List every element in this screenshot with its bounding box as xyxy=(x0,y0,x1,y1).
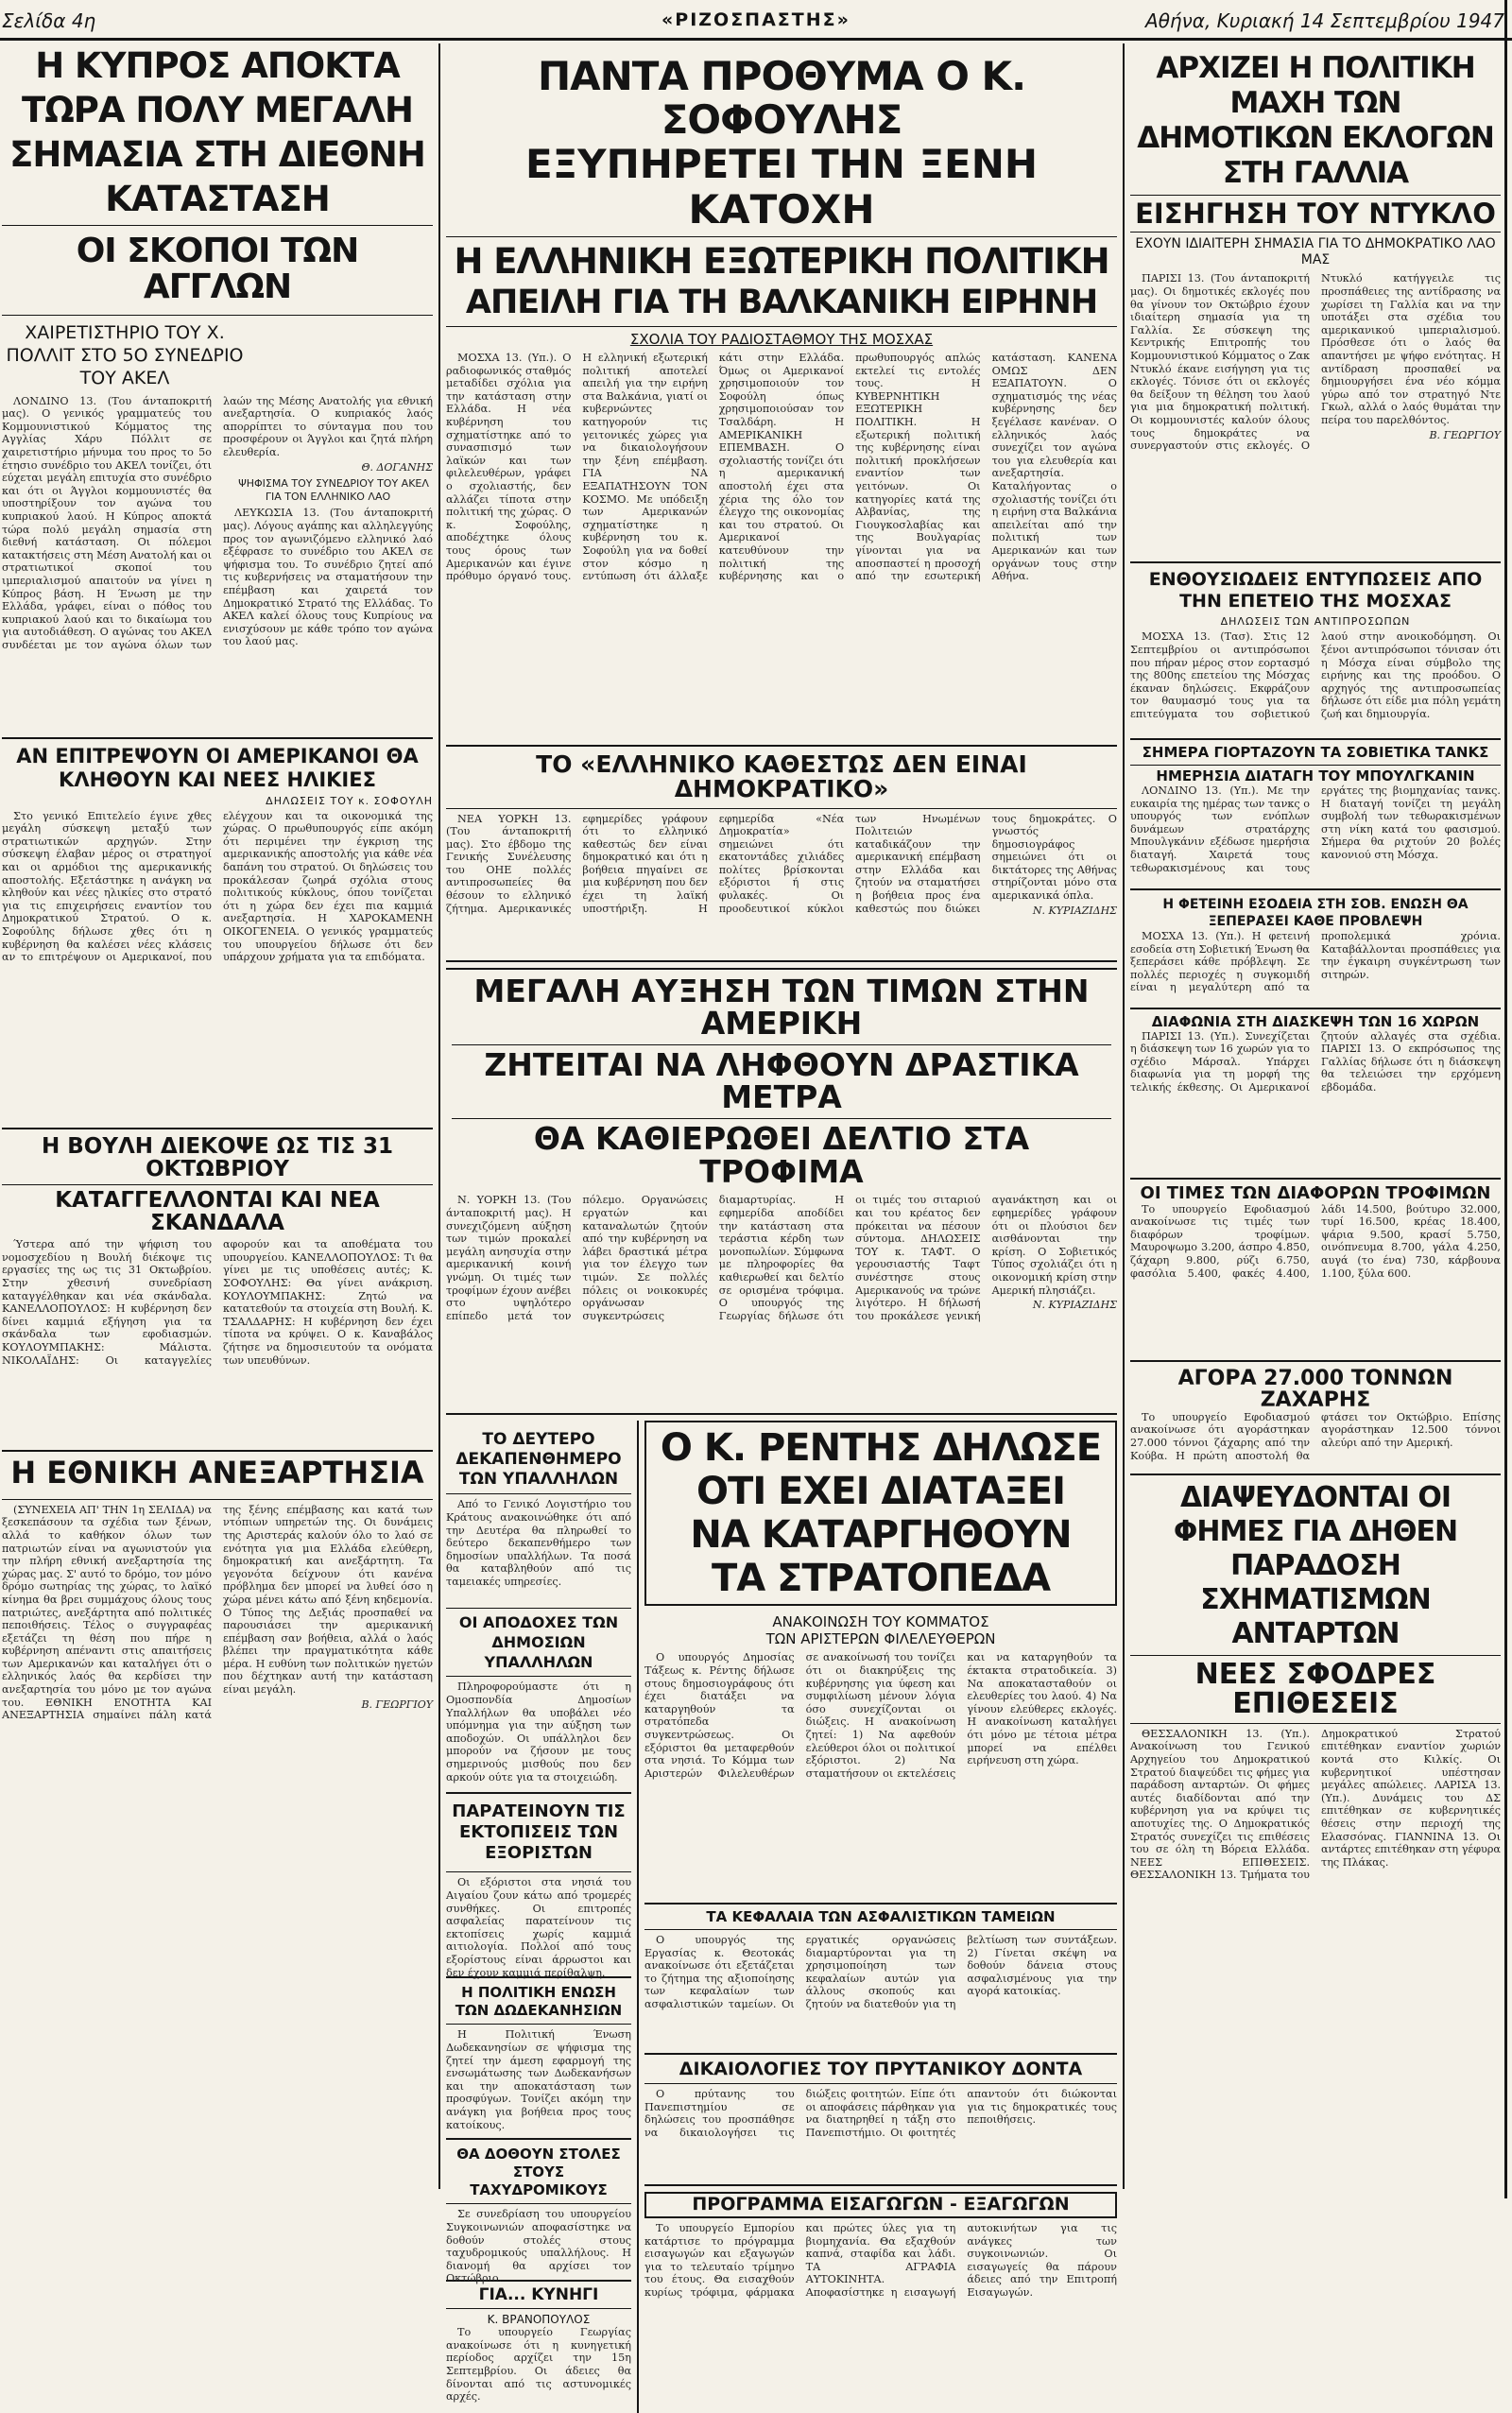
article-exiles xyxy=(446,1801,631,1979)
body-france xyxy=(1130,272,1501,556)
article-rector xyxy=(644,2060,1117,2179)
page-number: Σελίδα 4η xyxy=(2,9,96,32)
article-sofoulis xyxy=(446,55,1117,739)
text-hunt: Το υπουργείο Γεωργίας ανακοίνωσε ότι η κυνηγετική περίοδος αρχίζει την 15η Σεπτεμβρίου. Οι άδειες θα δίνονται από τις αστυνομικές αρχές. xyxy=(446,2326,631,2404)
signature-georgiou-2: Β. ΓΕΩΡΓΙΟΥ xyxy=(1429,428,1501,441)
text-cyprus: ΛΟΝΔΙΝΟ 13. (Του άνταποκριτή μας). Ο γενικός γραμματεύς του Κομμουνιστικού Κόμματος της Αγγλίας Χάρυ Πόλλιτ σε χαιρετιστήριο μήνυμα του προς το 5ο έτησιο συνέδριο του ΑΚΕΛ τονίζει, ότι εύχεται μεγάλη επιτυχία στο συνέδριο και ότι οι Άγγλοι κομμουνιστές θα υποστηρίξουν τον αγώνα του κυπριακού λαού. Η Κύπρος αποκτά τώρα πολύ μεγάλη σημασία στη διεθνή κατάσταση. Οι πόλεμοι κατακτήσεις στη Μέση Ανατολή και οι στρατιωτικοί σκοποί του ιμπεριαλισμού απαιτούν να γίνει η Κύπρος βάση. Η Ένωση με την Ελλάδα, γράφει, είναι ο πόθος του κυπριακού λαού και το δικαίωμα του για αυτοδιάθεση. Ο αγώνας του ΑΚΕΛ συνδέεται με τον αγώνα όλων των λαών της Μέσης Ανατολής για εθνική ανεξαρτησία. Ο κυπριακός λαός απορρίπτει το σύνταγμα που του προσφέρουν οι Άγγλοι και ζητά πλήρη ελευθερία. xyxy=(2,394,433,651)
headline-balkan-peace: ΑΠΕΙΛΗ ΓΙΑ ΤΗ ΒΑΛΚΑΝΙΚΗ ΕΙΡΗΝΗ xyxy=(465,284,1098,321)
headline-exiles: ΠΑΡΑΤΕΙΝΟΥΝ ΤΙΣ ΕΚΤΟΠΙΣΕΙΣ ΤΩΝ ΕΞΟΡΙΣΤΩΝ xyxy=(452,1801,626,1864)
headline-harvest: Η ΦΕΤΕΙΝΗ ΕΣΟΔΕΙΑ ΣΤΗ ΣΟΒ. ΕΝΩΣΗ ΘΑ ΞΕΠΕΡΑΣΕΙ ΚΑΘΕ ΠΡΟΒΛΕΨΗ xyxy=(1162,896,1469,929)
page-edge-rule xyxy=(1504,0,1507,2198)
headline-cyprus: Η ΚΥΠΡΟΣ ΑΠΟΚΤΑ ΤΩΡΑ ΠΟΛΥ ΜΕΓΑΛΗ ΣΗΜΑΣΙΑ ΣΤΗ ΔΙΕΘΝΗ ΚΑΤΑΣΤΑΣΗ xyxy=(9,45,425,219)
text-regime: ΝΕΑ ΥΟΡΚΗ 13. (Του άνταποκριτή μας). Στο έβδομο της Γενικής Συνέλευσης του ΟΗΕ πολλές αντιπροσωπείες θα θέσουν το ελληνικό ζήτημα. Αμερικανικές εφημερίδες γράφουν ότι το ελληνικό καθεστώς δεν είναι δημοκρατικό και ότι η βοήθεια πηγαίνει σε μια κυβέρνηση που δεν έχει τη λαϊκή υποστήριξη. Η εφημερίδα «Νέα Δημοκρατία» σημειώνει ότι εκατοντάδες χιλιάδες πολίτες βρίσκονται εξόριστοι ή στις φυλακές. Οι προοδευτικοί κύκλοι των Ηνωμένων Πολιτειών καταδικάζουν την αμερικανική επέμβαση στην Ελλάδα και ζητούν να σταματήσει η βοήθεια προς ένα καθεστώς που διώκει τους δημοκράτες. Ο γνωστός δημοσιογράφος σημειώνει ότι οι δικτάτορες της Αθήνας στηρίζονται μόνο στα αμερικανικά όπλα. xyxy=(446,812,1117,915)
subhead-pollitt: ΧΑΙΡΕΤΙΣΤΗΡΙΟ ΤΟΥ Χ. ΠΟΛΛΙΤ ΣΤΟ 5Ο ΣΥΝΕΔΡΙΟ ΤΟΥ ΑΚΕΛ xyxy=(6,321,244,388)
headline-british-aims: ΟΙ ΣΚΟΠΟΙ ΤΩΝ ΑΓΓΛΩΝ xyxy=(76,232,359,306)
article-moscow-anniversary xyxy=(1130,569,1501,733)
article-postal xyxy=(446,2146,631,2285)
text-exiles: Οι εξόριστοι στα νησιά του Αιγαίου ζουν κάτω από τρομερές συνθήκες. Οι επιτροπές ασφαλείας παρατείνουν τις εκτοπίσεις χωρίς καμμιά αιτιολογία. Πολλοί από τους εξορίστους είναι άρρωστοι και δεν έχουν καμμιά περίθαλψη. xyxy=(446,1876,631,1979)
article-insurance-funds xyxy=(644,1910,1117,2047)
text-parliament: Ύστερα από την ψήφιση του νομοσχεδίου η Βουλή διέκοψε τις εργασίες της ως τις 31 Οκτωβρίου. Στην χθεσινή συνεδρίαση καταγγέλθηκαν και νέα σκάνδαλα. ΚΑΝΕΛΛΟΠΟΥΛΟΣ: Η κυβέρνηση δεν δίνει καμμιά εξήγηση για τα σκάνδαλα των εφοδιασμών. ΚΟΥΛΟΥΜΠΑΚΗΣ: Μάλιστα. ΝΙΚΟΛΑΪΔΗΣ: Οι καταγγελίες αφορούν και τα αποθέματα του υπουργείου. ΚΑΝΕΛΛΟΠΟΥΛΟΣ: Τι θα γίνει με τις υποθέσεις αυτές; Κ. ΣΟΦΟΥΛΗΣ: Θα γίνει ανάκριση. ΚΟΥΛΟΥΜΠΑΚΗΣ: Ζητώ να κατατεθούν τα στοιχεία στη Βουλή. Κ. ΤΣΑΛΔΑΡΗΣ: Η κυβέρνηση δεν έχει τίποτα να κρύψει. Ο κ. Καναβάλος ζήτησε να δημοσιευτούν τα ονόματα των υπευθύνων. xyxy=(2,1238,433,1367)
text-conference: ΠΑΡΙΣΙ 13. (Υπ.). Συνεχίζεται η διάσκεψη των 16 χωρών για το σχέδιο Μάρσαλ. Υπάρχει διαφωνία για τη μορφή της τελικής έκθεσης. Οι Αμερικανοί ζητούν αλλαγές στα σχέδια. ΠΑΡΙΣΙ 13. Ο εκπρόσωπος της Γαλλίας δήλωσε ότι η διάσκεψη θα τελειώσει την ερχόμενη εβδομάδα. xyxy=(1130,1029,1501,1094)
headline-moscow-anniversary: ΕΝΘΟΥΣΙΩΔΕΙΣ ΕΝΤΥΠΩΣΕΙΣ ΑΠΟ ΤΗΝ ΕΠΕΤΕΙΟ ΤΗΣ ΜΟΣΧΑΣ xyxy=(1148,569,1483,612)
headline-food-prices: ΟΙ ΤΙΜΕΣ ΤΩΝ ΔΙΑΦΟΡΩΝ ΤΡΟΦΙΜΩΝ xyxy=(1140,1182,1491,1203)
headline-new-attacks: ΝΕΕΣ ΣΦΟΔΡΕΣ ΕΠΙΘΕΣΕΙΣ xyxy=(1194,1657,1436,1721)
issue-date: Αθήνα, Κυριακή 14 Σεπτεμβρίου 1947 xyxy=(1145,9,1504,32)
headline-salaries: ΟΙ ΑΠΟΔΟΧΕΣ ΤΩΝ ΔΗΜΟΣΙΩΝ ΥΠΑΛΛΗΛΩΝ xyxy=(458,1613,619,1672)
byline-delegates: ΔΗΛΩΣΕΙΣ ΤΩΝ ΑΝΤΙΠΡΟΣΩΠΩΝ xyxy=(1220,615,1411,629)
text-imports: Το υπουργείο Εμπορίου κατάρτισε το πρόγραμμα εισαγωγών και εξαγωγών για το τελευταίο τρίμηνο του έτους. Θα εισαχθούν κυρίως τρόφιμα, φάρμακα και πρώτες ύλες για τη βιομηχανία. Θα εξαχθούν καπνά, σταφίδα και λάδι. ΤΑ ΑΓΡΑΦΙΑ ΑΥΤΟΚΙΝΗΤΑ. Αποφασίστηκε η εισαγωγή αυτοκινήτων για τις ανάγκες των συγκοινωνιών. Οι εισαγωγείς θα πάρουν άδειες από την Επιτροπή Εισαγωγών. xyxy=(644,2221,1117,2299)
article-rendis xyxy=(644,1421,1117,1897)
article-rumors xyxy=(1130,1481,1501,2011)
left-column xyxy=(2,43,433,2194)
text-postal: Σε συνεδρίαση του υπουργείου Συγκοινωνιών αποφασίστηκε να δοθούν στολές στους ταχυδρομικούς υπαλλήλους. Η διανομή θα αρχίσει τον Οκτώβριο. xyxy=(446,2208,631,2285)
signature-georgiou: Β. ΓΕΩΡΓΙΟΥ xyxy=(361,1698,433,1711)
headline-scandals: ΚΑΤΑΓΓΕΛΛΟΝΤΑΙ ΚΑΙ ΝΕΑ ΣΚΑΝΔΑΛΑ xyxy=(55,1187,380,1236)
right-column xyxy=(1130,43,1501,2194)
article-conference xyxy=(1130,1012,1501,1172)
body-new-ages xyxy=(2,810,433,1122)
headline-officials: ΤΟ ΔΕΥΤΕΡΟ ΔΕΚΑΠΕΝΘΗΜΕΡΟ ΤΩΝ ΥΠΑΛΛΗΛΩΝ xyxy=(455,1430,622,1490)
text-harvest: ΜΟΣΧΑ 13. (Υπ.). Η φετεινή εσοδεία στη Σοβιετική Ένωση θα ξεπεράσει κάθε πρόβλεψη. Σε πολλές περιοχές η συγκομιδή είναι η μεγαλύτερη από τα προπολεμικά χρόνια. Καταβάλλονται προσπάθειες για την έγκαιρη συγκέντρωση των σιτηρών. xyxy=(1130,929,1501,994)
body-regime xyxy=(446,813,1117,955)
headline-france: ΑΡΧΙΖΕΙ Η ΠΟΛΙΤΙΚΗ ΜΑΧΗ ΤΩΝ ΔΗΜΟΤΙΚΩΝ ΕΚΛΟΓΩΝ ΣΤΗ ΓΑΛΛΙΑ xyxy=(1137,51,1494,190)
article-sugar xyxy=(1130,1368,1501,1468)
headline-parliament: Η ΒΟΥΛΗ ΔΙΕΚΟΨΕ ΩΣ ΤΙΣ 31 ΟΚΤΩΒΡΙΟΥ xyxy=(42,1133,393,1181)
text-insurance-funds: Ο υπουργός της Εργασίας κ. Θεοτοκάς ανακοίνωσε ότι εξετάζεται το ζήτημα της αξιοποίησης των κεφαλαίων των ασφαλιστικών ταμείων. Οι εργατικές οργανώσεις διαμαρτύρονται για τη χρησιμοποίηση των κεφαλαίων αυτών για άλλους σκοπούς και ζητούν να διατεθούν για τη βελτίωση των συντάξεων. 2) Γίνεται σκέψη να δοθούν δάνεια στους ασφαλισμένους για την αγορά κατοικίας. xyxy=(644,1934,1117,2011)
article-national-independence xyxy=(2,1457,433,2052)
headline-sofoulis: ΠΑΝΤΑ ΠΡΟΘΥΜΑ Ο Κ. ΣΟΦΟΥΛΗΣ xyxy=(537,53,1026,143)
signature-kyriazidis-2: Ν. ΚΥΡΙΑΖΙΔΗΣ xyxy=(1032,1299,1117,1312)
headline-prices: ΜΕΓΑΛΗ ΑΥΞΗΣΗ ΤΩΝ ΤΙΜΩΝ ΣΤΗΝ ΑΜΕΡΙΚΗ xyxy=(473,972,1090,1043)
headline-rendis: Ο Κ. ΡΕΝΤΗΣ ΔΗΛΩΣΕ xyxy=(660,1426,1102,1471)
center-sub-left xyxy=(446,1421,631,2413)
text-new-ages: Στο γενικό Επιτελείο έγινε χθες μεγάλη σύσκεψη μεταξύ των στρατιωτικών αρχηγών. Στην σύσκεψη έλαβαν μέρος οι στρατηγοί και οι αρμόδιοι της αμερικανικής αποστολής. Εξετάστηκε η ανάγκη να κληθούν και νέες ηλικίες στο στρατό για τις επιχειρήσεις εναντίον του Δημοκρατικού Στρατού. Ο κ. Σοφούλης δήλωσε χθες ότι η κυβέρνηση θα καλέσει νέες κλάσεις αν το επιτρέψουν οι Αμερικανοί, που ελέγχουν και τα οικονομικά της χώρας. Ο πρωθυπουργός είπε ακόμη ότι περιμένει την έγκριση της αμερικανικής αποστολής για κάθε νέα δαπάνη του στρατού. Οι δηλώσεις του προκάλεσαν ζωηρά σχόλια στους πολιτικούς κύκλους, όπου τονίζεται ότι η χώρα δεν έχει πια καμμιά ανεξαρτησία. Η ΧΑΡΟΚΑΜΕΝΗ ΟΙΚΟΓΕΝΕΙΑ. Ο γενικός γραμματεύς του υπουργείου δήλωσε ότι δεν υπάρχουν χρήματα για τα επιδόματα. xyxy=(2,809,433,964)
text-resolution: ΛΕΥΚΩΣΙΑ 13. (Του άνταποκριτή μας). Λόγους αγάπης και αλληλεγγύης προς τον αγωνιζόμενο ελληνικό λαό εξέφρασε το συνέδριο του ΑΚΕΛ σε ψήφισμα του. Το συνέδριο ζητεί από τις κυβερνήσεις να σταματήσουν την επέμβαση και χαιρετά τον Δημοκρατικό Στρατό της Ελλάδας. Το ΑΚΕΛ καλεί όλους τους Κυπρίους να ενισχύσουν με κάθε τρόπο τον αγώνα του λαού μας. xyxy=(223,507,433,648)
byline-sofoulis: ΔΗΛΩΣΕΙΣ ΤΟΥ κ. ΣΟΦΟΥΛΗ xyxy=(266,794,433,807)
headline-dodecanese: Η ΠΟΛΙΤΙΚΗ ΕΝΩΣΗ ΤΩΝ ΔΩΔΕΚΑΝΗΣΙΩΝ xyxy=(455,1984,623,2020)
headline-hunt: ΓΙΑ... ΚΥΝΗΓΙ xyxy=(478,2285,599,2305)
subhead-resolution: ΨΗΦΙΣΜΑ ΤΟΥ ΣΥΝΕΔΡΙΟΥ ΤΟΥ ΑΚΕΛ ΓΙΑ ΤΟΝ ΕΛΛΗΝΙΚΟ ΛΑΟ xyxy=(238,477,429,503)
headline-sugar: ΑΓΟΡΑ 27.000 ΤΟΝΝΩΝ ΖΑΧΑΡΗΣ xyxy=(1177,1366,1453,1412)
signature-kyriazidis-1: Ν. ΚΥΡΙΑΖΙΔΗΣ xyxy=(1032,904,1117,917)
article-imports xyxy=(644,2192,1117,2364)
headline-rumors: ΔΙΑΨΕΥΔΟΝΤΑΙ ΟΙ ΦΗΜΕΣ ΓΙΑ ΔΗΘΕΝ ΠΑΡΑΔΟΣΗ ΣΧΗΜΑΤΙΣΜΩΝ ΑΝΤΑΡΤΩΝ xyxy=(1173,1480,1458,1650)
headline-national-independence: Η ΕΘΝΙΚΗ ΑΝΕΞΑΡΤΗΣΙΑ xyxy=(10,1455,424,1491)
article-dodecanese xyxy=(446,1984,631,2132)
text-officials: Από το Γενικό Λογιστήριο του Κράτους ανακοινώθηκε ότι από την Δευτέρα θα πληρωθεί το δεύτερο δεκαπενθήμερο των δημοσίων υπαλλήλων. Τα ποσά θα καταβληθούν από τις ταμειακές υπηρεσίες. xyxy=(446,1498,631,1588)
body-parliament xyxy=(2,1238,433,1444)
text-rendis: Ο υπουργός Δημοσίας Τάξεως κ. Ρέντης δήλωσε στους δημοσιογράφους ότι έχει διατάξει να καταργηθούν τα στρατόπεδα συγκεντρώσεως. Οι εξόριστοι θα μεταφερθούν στα νησιά. Το Κόμμα των Αριστερών Φιλελευθέρων σε ανακοίνωσή του τονίζει ότι οι διακηρύξεις της κυβέρνησης για ύφεση και συμφιλίωση μένουν λόγια όσο συνεχίζονται οι διώξεις. Η ανακοίνωση ζητεί: 1) Να αφεθούν ελεύθεροι όλοι οι πολιτικοί εξόριστοι. 2) Να σταματήσουν οι εκτελέσεις και να καταργηθούν τα έκτακτα στρατοδικεία. 3) Να αποκατασταθούν οι ελευθερίες του λαού. 4) Να γίνουν ελεύθερες εκλογές. Η ανακοίνωση καταλήγει ότι μόνο με τέτοια μέτρα μπορεί να επέλθει ειρήνευση στη χώρα. xyxy=(644,1651,1117,1780)
article-food-prices xyxy=(1130,1182,1501,1354)
headline-duclos: ΕΙΣΗΓΗΣΗ ΤΟΥ ΝΤΥΚΛΟ xyxy=(1135,198,1496,230)
text-food-prices: Το υπουργείο Εφοδιασμού ανακοίνωσε τις τιμές των διαφόρων τροφίμων. Μαυροψωμο 3.200, άσπρο 4.850, ζάχαρη 9.800, ρύζι 6.750, φασόλια 5.400, φακές 4.400, λάδι 14.500, βούτυρο 32.000, τυρί 16.500, κρέας 18.400, ψάρια 9.500, κρασί 5.750, οινόπνευμα 8.700, γάλα 4.250, αυγά (το ένα) 730, κάρβουνα 1.100, ξύλα 600. xyxy=(1130,1202,1501,1280)
headline-tanks: ΣΗΜΕΡΑ ΓΙΟΡΤΑΖΟΥΝ ΤΑ ΣΟΒΙΕΤΙΚΑ ΤΑΝΚΣ xyxy=(1142,744,1489,762)
headline-ordered: ΟΤΙ ΕΧΕΙ ΔΙΑΤΑΞΕΙ xyxy=(696,1470,1065,1514)
headline-rector: ΔΙΚΑΙΟΛΟΓΙΕΣ ΤΟΥ ΠΡΥΤΑΝΙΚΟΥ ΔΟΝΤΑ xyxy=(679,2059,1083,2080)
headline-new-ages: ΑΝ ΕΠΙΤΡΕΨΟΥΝ ΟΙ ΑΜΕΡΙΚΑΝΟΙ ΘΑ ΚΛΗΘΟΥΝ ΚΑΙ ΝΕΕΣ ΗΛΙΚΙΕΣ xyxy=(16,744,419,791)
text-sugar: Το υπουργείο Εφοδιασμού ανακοίνωσε ότι αγοράστηκαν 27.000 τόννοι ζάχαρης από την Κούβα. Η πρώτη αποστολή θα φτάσει τον Οκτώβριο. Επίσης αγοράστηκαν 12.500 τόννοι αλεύρι από την Αμερική. xyxy=(1130,1410,1501,1462)
signature-doganis: Θ. ΔΟΓΑΝΗΣ xyxy=(361,460,433,474)
article-harvest xyxy=(1130,896,1501,1002)
masthead-rule xyxy=(0,38,1512,41)
article-france xyxy=(1130,51,1501,556)
headline-bulganin: ΗΜΕΡΗΣΙΑ ΔΙΑΤΑΓΗ ΤΟΥ ΜΠΟΥΛΓΚΑΝΙΝ xyxy=(1156,767,1475,785)
text-prices: Ν. ΥΟΡΚΗ 13. (Του άνταποκριτή μας). Η συνεχιζόμενη αύξηση των τιμών προκαλεί μεγάλη ανησυχία στην αμερικανική κοινή γνώμη. Οι τιμές των τροφίμων έχουν ανέβει στο υψηλότερο επίπεδο μετά τον πόλεμο. Οργανώσεις εργατών και καταναλωτών ζητούν από την κυβέρνηση να λάβει δραστικά μέτρα για τον έλεγχο των τιμών. Σε πολλές πόλεις οι νοικοκυρές οργάνωσαν συγκεντρώσεις διαμαρτυρίας. Η εφημερίδα αποδίδει την κατάσταση στα τεράστια κέρδη των μονοπωλίων. Σύμφωνα με πληροφορίες θα καθιερωθεί και δελτίο σε ορισμένα τρόφιμα. Ο υπουργός της Γεωργίας δήλωσε ότι οι τιμές του σιταριού και του κρέατος δεν πρόκειται να πέσουν σύντομα. ΔΗΛΩΣΕΙΣ ΤΟΥ κ. ΤΑΦΤ. Ο γερουσιαστής Ταφτ συνέστησε στους Αμερικανούς να τρώνε λιγότερο. Η δήλωσή του προκάλεσε γενική αγανάκτηση και οι εφημερίδες γράφουν ότι οι πλούσιοι δεν αισθάνονται την κρίση. Ο Σοβιετικός Τύπος σχολιάζει ότι η οικονομική κρίση στην Αμερική πλησιάζει. xyxy=(446,1194,1117,1322)
article-tanks xyxy=(1130,746,1501,883)
text-moscow-anniversary: ΜΟΣΧΑ 13. (Τασ). Στις 12 Σεπτεμβρίου οι αντιπρόσωποι που πήραν μέρος στον εορτασμό της 800ης επετείου της Μόσχας έκαναν δηλώσεις. Εκφράζουν τον θαυμασμό τους για τα επιτεύγματα του σοβιετικού λαού στην ανοικοδόμηση. Οι ξένοι αντιπρόσωποι τόνισαν ότι η Μόσχα είναι σύμβολο της ειρήνης και της προόδου. Ο αρχηγός της αντιπροσωπείας δήλωσε ότι είδε μια πόλη γεμάτη ζωή και δημιουργία. xyxy=(1130,630,1501,720)
center-sub-right xyxy=(644,1421,1117,2413)
headline-regime: ΤΟ «ΕΛΛΗΝΙΚΟ ΚΑΘΕΣΤΩΣ ΔΕΝ ΕΙΝΑΙ ΔΗΜΟΚΡΑΤΙΚΟ» xyxy=(536,750,1027,803)
headline-imports: ΠΡΟΓΡΑΜΜΑ ΕΙΣΑΓΩΓΩΝ - ΕΞΑΓΩΓΩΝ xyxy=(692,2194,1070,2215)
center-column xyxy=(446,43,1117,2404)
body-sofoulis xyxy=(446,352,1117,739)
article-new-ages xyxy=(2,745,433,1122)
text-dodecanese: Η Πολιτική Ένωση Δωδεκανησίων σε ψήφισμα της ζητεί την άμεση εφαρμογή της ενσωμάτωσης των Δωδεκανήσων και την αποκατάσταση των προσφύγων. Τονίζει ακόμη την ανάγκη για βοήθεια προς τους κατοίκους. xyxy=(446,2028,631,2131)
text-salaries: Πληροφορούμαστε ότι η Ομοσπονδία Δημοσίων Υπαλλήλων θα υποβάλει νέο υπόμνημα για την αύξηση των αποδοχών. Οι υπάλληλοι δεν μπορούν να ζήσουν με τους σημερινούς μισθούς που δεν αρκούν ούτε για τα στοιχειώδη. xyxy=(446,1680,631,1784)
article-prices xyxy=(446,968,1117,1408)
article-regime xyxy=(446,752,1117,955)
subhead-moscow-radio: ΣΧΟΛΙΑ ΤΟΥ ΡΑΔΙΟΣΤΑΘΜΟΥ ΤΗΣ ΜΟΣΧΑΣ xyxy=(629,331,934,348)
masthead xyxy=(0,0,1512,42)
headline-insurance-funds: ΤΑ ΚΕΦΑΛΑΙΑ ΤΩΝ ΑΣΦΑΛΙΣΤΙΚΩΝ ΤΑΜΕΙΩΝ xyxy=(706,1908,1056,1926)
headline-foreign-policy: Η ΕΛΛΗΝΙΚΗ ΕΞΩΤΕΡΙΚΗ ΠΟΛΙΤΙΚΗ xyxy=(454,241,1109,282)
article-parliament xyxy=(2,1135,433,1445)
headline-camps: ΤΑ ΣΤΡΑΤΟΠΕΔΑ xyxy=(711,1557,1051,1601)
headline-postal: ΘΑ ΔΟΘΟΥΝ ΣΤΟΛΕΣ ΣΤΟΥΣ ΤΑΧΥΔΡΟΜΙΚΟΥΣ xyxy=(456,2146,621,2199)
paper-name: «ΡΙΖΟΣΠΑΣΤΗΣ» xyxy=(662,9,850,30)
article-officials xyxy=(446,1430,631,1786)
text-national-independence: (ΣΥΝΕΧΕΙΑ ΑΠ' ΤΗΝ 1η ΣΕΛΙΔΑ) να ξεσκεπάσουν τα σχέδια των ξένων, αλλά το καθήκον όλων των πατριωτών είναι να αγωνιστούν για την πλήρη εθνική ανεξαρτησία της χώρας μας. Σ' αυτό το δρόμο, τον μόνο δρόμο σωτηρίας της χώρας, το λαϊκό κίνημα θα βρει συμμάχους όλους τους πατριώτες, ανεξάρτητα από πολιτικές πεποιθήσεις. Τέλος ο συγγραφέας εξετάζει τη θέση που πήρε η κυβέρνηση απέναντι στις απαιτήσεις των Αμερικανών και καταλήγει ότι ο ελληνικός λαός θα κερδίσει την ανεξαρτησία του μόνο με τον αγώνα του. ΕΘΝΙΚΗ ΕΝΟΤΗΤΑ ΚΑΙ ΑΝΕΞΑΡΤΗΣΙΑ σημαίνει πάλη κατά της ξένης επέμβασης και κατά των ντόπιων υπηρετών της. Οι δυνάμεις της Αριστεράς καλούν όλο το λαό σε ενότητα για μια Ελλάδα ελεύθερη, δημοκρατική και ανεξάρτητη. Τα γεγονότα δείχνουν ότι κανένα πρόβλημα δεν μπορεί να λυθεί όσο η χώρα μένει κάτω από ξένη κηδεμονία. Ο Τύπος της Δεξιάς προσπαθεί να παρουσιάσει την αμερικανική επέμβαση σαν βοήθεια, αλλά ο λαός βλέπει την πραγματικότητα κάθε μέρα. Η ευθύνη των πολιτικών ηγετών που δέχτηκαν αυτή την κατάσταση είναι μεγάλη. xyxy=(2,1503,433,1722)
text-rumors: ΘΕΣΣΑΛΟΝΙΚΗ 13. (Υπ.). Ανακοίνωση του Γενικού Αρχηγείου του Δημοκρατικού Στρατού διαψεύδει τις φήμες για παράδοση ανταρτών. Οι φήμες αυτές διαδίδονται από την κυβέρνηση για να κρύψει τις αποτυχίες της. Ο Δημοκρατικός Στρατός συνεχίζει τις επιθέσεις του σε όλη τη Βόρεια Ελλάδα. ΝΕΕΣ ΕΠΙΘΕΣΕΙΣ. ΘΕΣΣΑΛΟΝΙΚΗ 13. Τμήματα του Δημοκρατικού Στρατού επιτέθηκαν εναντίον χωριών κοντά στο Κιλκίς. Οι κυβερνητικοί υπέστησαν μεγάλες απώλειες. ΛΑΡΙΣΑ 13. (Υπ.). Δυνάμεις του ΔΣ επιτέθηκαν σε κυβερνητικές θέσεις στην περιοχή της Ελασσόνας. ΓΙΑΝΝΙΝΑ 13. Οι αντάρτες επιτέθηκαν στη γέφυρα της Πλάκας. xyxy=(1130,1727,1501,1882)
body-cyprus xyxy=(2,395,433,732)
subhead-left-liberals: ΤΩΝ ΑΡΙΣΤΕΡΩΝ ΦΙΛΕΛΕΥΘΕΡΩΝ xyxy=(765,1630,996,1648)
headline-ration: ΘΑ ΚΑΘΙΕΡΩΘΕΙ ΔΕΛΤΙΟ ΣΤΑ ΤΡΟΦΙΜΑ xyxy=(533,1120,1030,1190)
article-hunt xyxy=(446,2287,631,2402)
headline-abolish: ΝΑ ΚΑΤΑΡΓΗΘΟΥΝ xyxy=(690,1513,1072,1558)
headline-foreign-occupation: ΕΞΥΠΗΡΕΤΕΙ ΤΗΝ ΞΕΝΗ ΚΑΤΟΧΗ xyxy=(524,141,1039,233)
column-divider-left xyxy=(438,43,440,2189)
subhead-significance: ΕΧΟΥΝ ΙΔΙΑΙΤΕΡΗ ΣΗΜΑΣΙΑ ΓΙΑ ΤΟ ΔΗΜΟΚΡΑΤΙΚΟ ΛΑΟ ΜΑΣ xyxy=(1135,236,1496,268)
text-rector: Ο πρύτανης του Πανεπιστημίου σε δηλώσεις του προσπάθησε να δικαιολογήσει τις διώξεις φοιτητών. Είπε ότι οι αποφάσεις πάρθηκαν για να διατηρηθεί η τάξη στο Πανεπιστήμιο. Οι φοιτητές απαντούν ότι διώκονται για τις δημοκρατικές τους πεποιθήσεις. xyxy=(644,2088,1117,2139)
headline-conference: ΔΙΑΦΩΝΙΑ ΣΤΗ ΔΙΑΣΚΕΨΗ ΤΩΝ 16 ΧΩΡΩΝ xyxy=(1151,1012,1480,1030)
article-cyprus xyxy=(2,43,433,732)
body-national-independence xyxy=(2,1504,433,2052)
text-tanks: ΛΟΝΔΙΝΟ 13. (Υπ.). Με την ευκαιρία της ημέρας των τανκς ο υπουργός των ενόπλων δυνάμεων στρατάρχης Μπουλγκάνιν εξέδωσε ημερήσια διαταγή. Χαιρετά τους τεθωρακισμένους και τους εργάτες της βιομηχανίας τανκς. Η διαταγή τονίζει τη μεγάλη συμβολή των τεθωρακισμένων στη νίκη κατά του φασισμού. Σήμερα θα ριχτούν 20 βολές κανονιού στη Μόσχα. xyxy=(1130,784,1501,874)
text-sofoulis: ΜΟΣΧΑ 13. (Υπ.). Ο ραδιοφωνικός σταθμός μεταδίδει σχόλια για την κατάσταση στην Ελλάδα. Η νέα κυβέρνηση του σχηματίστηκε από το συνασπισμό των λαϊκών και των φιλελευθέρων, γράφει ο σχολιαστής, δεν αλλάζει τίποτα στην πολιτική της χώρας. Ο κ. Σοφούλης, αποδέχτηκε όλους τους όρους των Αμερικανών και έγινε πρόθυμο όργανό τους. Η ελληνική εξωτερική πολιτική αποτελεί απειλή για την ειρήνη στα Βαλκάνια, γιατί οι κυβερνώντες κατηγορούν τις γειτονικές χώρες για να δικαιολογήσουν την ξένη επέμβαση. ΓΙΑ ΝΑ ΕΞΑΠΑΤΗΣΟΥΝ ΤΟΝ ΚΟΣΜΟ. Με υπόδειξη των Αμερικανών σχηματίστηκε η κυβέρνηση του κ. Σοφούλη για να δοθεί στον κόσμο η εντύπωση ότι άλλαξε κάτι στην Ελλάδα. Όμως οι Αμερικανοί χρησιμοποιούν τον Σοφούλη όπως χρησιμοποιούσαν τον Τσαλδάρη. Η ΑΜΕΡΙΚΑΝΙΚΗ ΕΠΕΜΒΑΣΗ. Ο σχολιαστής τονίζει ότι η αμερικανική αποστολή έχει στα χέρια της όλο τον έλεγχο της οικονομίας και του στρατού. Οι Αμερικανοί κατευθύνουν την πολιτική της κυβέρνησης και ο πρωθυπουργός απλώς εκτελεί τις εντολές τους. Η ΚΥΒΕΡΝΗΤΙΚΗ ΕΞΩΤΕΡΙΚΗ ΠΟΛΙΤΙΚΗ. Η εξωτερική πολιτική της κυβέρνησης είναι πολιτική προκλήσεων εναντίον των γειτόνων. Οι κατηγορίες κατά της Αλβανίας, της Γιουγκοσλαβίας και της Βουλγαρίας γίνονται για να αποσπαστεί η προσοχή από την εσωτερική κατάσταση. ΚΑΝΕΝΑ ΟΜΩΣ ΔΕΝ ΕΞΑΠΑΤΟΥΝ. Ο σχηματισμός της νέας κυβέρνησης δεν ξεγέλασε κανέναν. Ο ελληνικός λαός συνεχίζει τον αγώνα του για ελευθερία και ανεξαρτησία. Καταλήγοντας ο σχολιαστής τονίζει ότι η ειρήνη στα Βαλκάνια απειλείται από την πολιτική των Αμερικανών και των οργάνων τους στην Αθήνα. xyxy=(446,352,1117,583)
signature-vranopoulos: Κ. ΒΡΑΝΟΠΟΥΛΟΣ xyxy=(487,2313,591,2327)
headline-measures: ΖΗΤΕΙΤΑΙ ΝΑ ΛΗΦΘΟΥΝ ΔΡΑΣΤΙΚΑ ΜΕΤΡΑ xyxy=(484,1045,1079,1116)
column-divider-right xyxy=(1123,43,1125,2189)
text-france: ΠΑΡΙΣΙ 13. (Του άνταποκριτή μας). Οι δημοτικές εκλογές που θα γίνουν τον Οκτώβριο έχουν ιδιαίτερη σημασία για τη Γαλλία. Σε σύσκεψη της Κεντρικής Επιτροπής του Κομμουνιστικού Κόμματος ο Ζακ Ντυκλό έκανε εισήγηση για τις εκλογές. Τόνισε ότι οι εκλογές θα δείξουν τη θέληση του λαού για μια δημοκρατική πολιτική. Οι κομμουνιστές καλούν όλους τους δημοκράτες να συνεργαστούν στις εκλογές. Ο Ντυκλό κατήγγειλε τις προσπάθειες της αντίδρασης να χωρίσει τη Γαλλία και να την υποτάξει στα σχέδια του αμερικανικού ιμπεριαλισμού. Πρόσθεσε ότι ο λαός θα απαντήσει με ψήφο ενότητας. Η αντίδραση προσπαθεί να δημιουργήσει ένα νέο κόμμα γύρω από τον στρατηγό Ντε Γκωλ, αλλά ο λαός θυμάται την πείρα του παρελθόντος. xyxy=(1130,272,1501,453)
body-rendis xyxy=(644,1651,1117,1897)
body-prices xyxy=(446,1194,1117,1407)
subhead-party: ΑΝΑΚΟΙΝΩΣΗ ΤΟΥ ΚΟΜΜΑΤΟΣ xyxy=(772,1613,989,1631)
